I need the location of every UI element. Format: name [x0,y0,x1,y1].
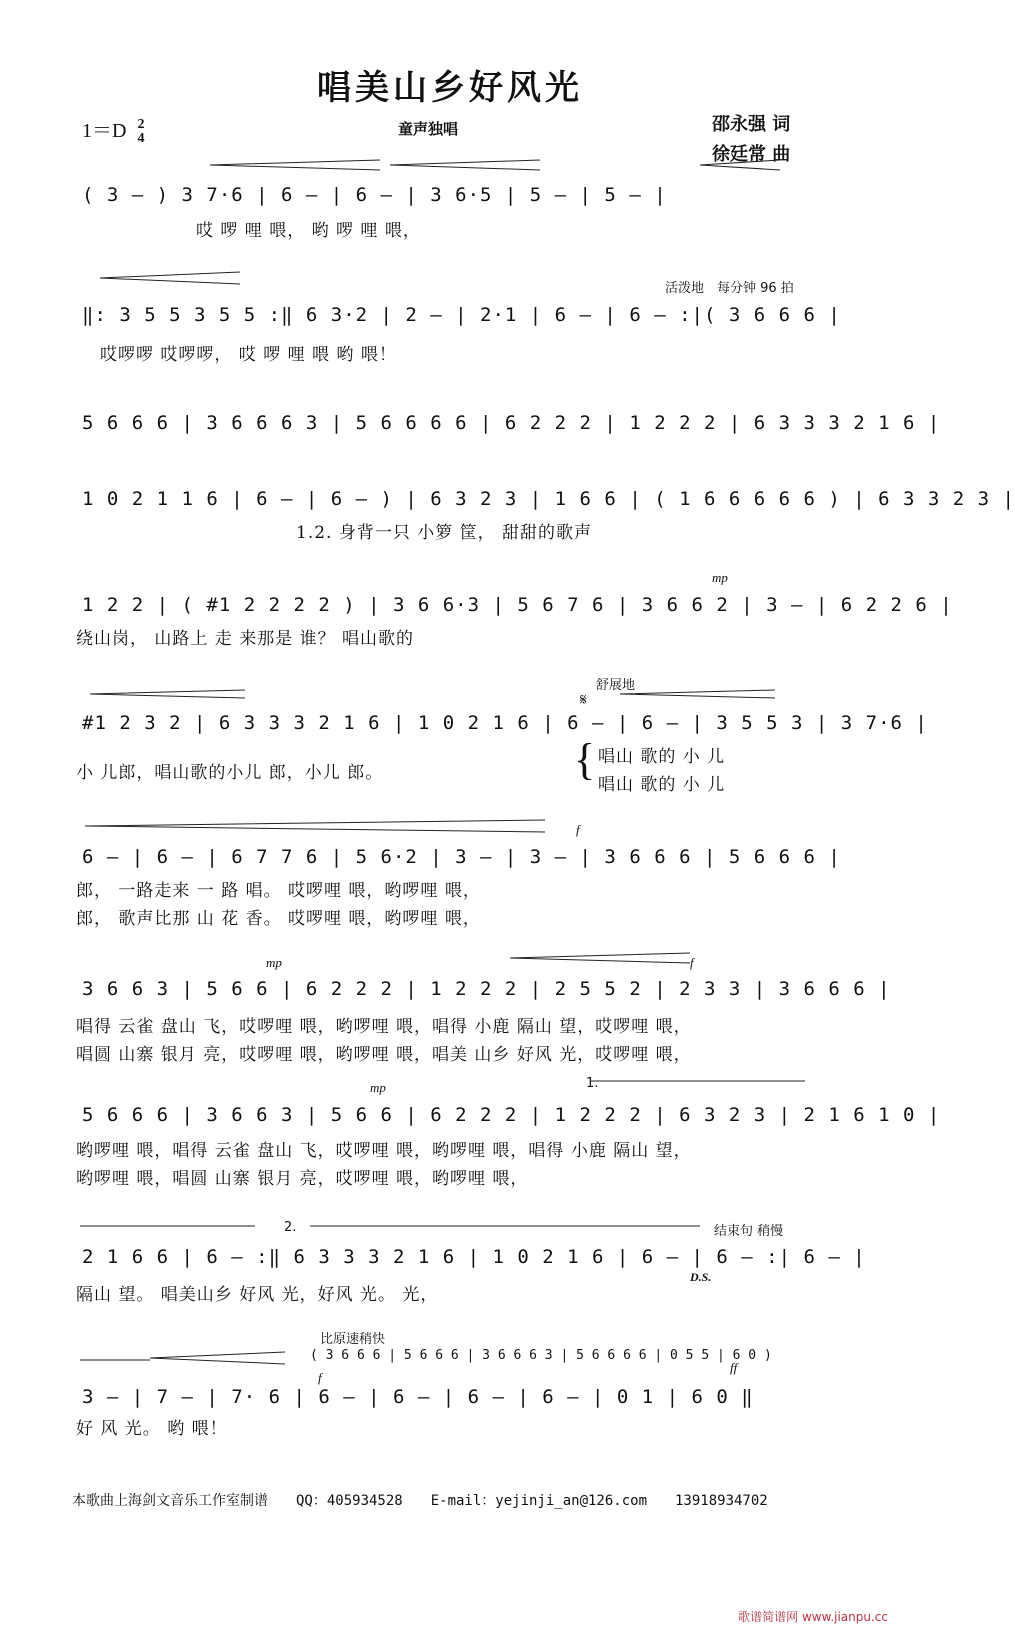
lyric-line: 唱得 云雀 盘山 飞，哎啰哩 喂，哟啰哩 喂，唱得 小鹿 隔山 望，哎啰哩 喂， [76,1017,692,1037]
lyric-line: 哎 啰 哩 喂， 哟 啰 哩 喂， [196,221,421,241]
cue-notes: ( 3 6 6 6 | 5 6 6 6 | 3 6 6 6 3 | 5 6 6 6 6 | 0 5 5 | 6 0 ) [310,1348,772,1363]
verse-brace-icon: { [574,735,596,784]
subtitle: 童声独唱 [398,120,459,138]
lyric-line: 唱圆 山寨 银月 亮，哎啰哩 喂，哟啰哩 喂，唱美 山乡 好风 光，哎啰哩 喂， [76,1045,692,1065]
volta-2-label: 2. [284,1220,297,1235]
staff-notes: 3 – | 7 – | 7· 6 | 6 – | 6 – | 6 – | 6 – | 0 1 | 6 0 ‖ [82,1386,754,1408]
lyric-line: 哟啰哩 喂，唱得 云雀 盘山 飞，哎啰哩 喂，哟啰哩 喂，唱得 小鹿 隔山 望， [76,1141,692,1161]
staff-notes: 3 6 6 3 | 5 6 6 | 6 2 2 2 | 1 2 2 2 | 2 5 5 2 | 2 3 3 | 3 6 6 6 | [82,978,891,1000]
staff-notes: 5 6 6 6 | 3 6 6 3 | 5 6 6 | 6 2 2 2 | 1 2 2 2 | 6 3 2 3 | 2 1 6 1 0 | [82,1104,941,1126]
crescendo-wedge [85,820,545,832]
page-title: 唱美山乡好风光 [317,68,583,108]
dynamic-f: f [576,822,580,837]
lyric-line: 绕山岗， 山路上 走 来那是 谁？ 唱山歌的 [76,629,415,649]
watermark: 歌谱简谱网 www.jianpu.cc [738,1610,888,1624]
dynamic-mp: mp [712,570,728,585]
crescendo-wedge [390,160,540,170]
lyric-line-verse2: 唱山 歌的 小 儿 [598,775,726,795]
notation-staff [78,972,891,1012]
staff-notes: 1 2 2 | ( #1 2 2 2 2 ) | 3 6 6·3 | 5 6 7 6 | 3 6 6 2 | 3 – | 6 2 2 6 | [82,594,953,616]
tempo-faster-marking: 比原速稍快 [320,1332,386,1347]
staff-notes: ‖: 3 5 5 3 5 5 :‖ 6 3·2 | 2 – | 2·1 | 6 – | 6 – :|( 3 6 6 6 | [82,304,841,326]
crescendo-wedge [90,690,245,698]
lyric-line: 哟啰哩 喂，唱圆 山寨 银月 亮，哎啰哩 喂，哟啰哩 喂， [76,1169,529,1189]
crescendo-wedge [510,953,690,963]
dynamic-ff: ff [730,1360,738,1375]
crescendo-wedge [700,160,780,170]
crescendo-wedge [620,690,775,698]
crescendo-wedge [100,272,240,284]
notation-staff [78,588,953,628]
lyric-line: 1.2. 身背一只 小箩 筐， 甜甜的歌声 [296,523,593,543]
staff-notes: 1 0 2 1 1 6 | 6 – | 6 – ) | 6 3 2 3 | 1 6 6 | ( 1 6 6 6 6 6 ) | 6 3 3 2 3 | [82,488,1015,510]
notation-staff [78,178,798,218]
notation-staff [78,482,1015,522]
ending-marking: 结束句 稍慢 [714,1224,784,1239]
time-signature: 2 4 [137,117,145,147]
staff-notes: 6 – | 6 – | 6 7 7 6 | 5 6·2 | 3 – | 3 – | 3 6 6 6 | 5 6 6 6 | [82,846,841,868]
volta-1-label: 1. [586,1076,599,1091]
lyricist: 邵永强 词 [712,114,791,135]
key-label: 1＝D [82,120,127,142]
lyric-line-verse1: 唱山 歌的 小 儿 [598,747,726,767]
notation-staff [78,706,928,746]
segno-icon: 𝄋 [580,690,587,709]
lyric-line: 小 儿郎，唱山歌的小儿 郎，小儿 郎。 [76,763,384,783]
dynamic-f: f [690,955,694,970]
notation-staff [78,1240,866,1280]
footer-credit: 本歌曲上海剑文音乐工作室制谱 QQ：405934528 E-mail：yejinji_an@126.com 13918934702 [72,1493,768,1509]
crescendo-wedge [210,160,380,170]
lyric-line: 哎啰啰 哎啰啰， 哎 啰 哩 喂 哟 喂！ [100,345,397,365]
lyric-line: 隔山 望。 唱美山乡 好风 光，好风 光。 光， [76,1285,439,1305]
notation-staff [78,298,841,338]
composer: 徐廷常 曲 [712,144,791,165]
staff-notes: 5 6 6 6 | 3 6 6 6 3 | 5 6 6 6 6 | 6 2 2 2 | 1 2 2 2 | 6 3 3 3 2 1 6 | [82,412,941,434]
ds-marking: D.S. [690,1270,712,1284]
tempo-marking: 活泼地 每分钟 96 拍 [665,281,794,296]
notation-staff [78,840,841,880]
tempo-marking-expressive: 舒展地 [596,678,636,693]
dynamic-mp: mp [370,1080,386,1095]
staff-notes: ( 3 – ) 3 7·6 | 6 – | 6 – | 3 6·5 | 5 – | 5 – | [82,184,667,206]
crescendo-wedge [150,1352,285,1364]
notation-staff [78,1098,941,1138]
lyric-line: 郎， 一路走来 一 路 唱。 哎啰哩 喂，哟啰哩 喂， [76,881,481,901]
staff-notes: 2 1 6 6 | 6 – :‖ 6 3 3 3 2 1 6 | 1 0 2 1 6 | 6 – | 6 – :| 6 – | [82,1246,866,1268]
dynamic-mp: mp [266,955,282,970]
lyric-line: 好 风 光。 哟 喂！ [76,1419,228,1439]
notation-staff [78,406,941,446]
lyric-line: 郎， 歌声比那 山 花 香。 哎啰哩 喂，哟啰哩 喂， [76,909,481,929]
staff-notes: #1 2 3 2 | 6 3 3 3 2 1 6 | 1 0 2 1 6 | 6 – | 6 – | 3 5 5 3 | 3 7·6 | [82,712,928,734]
dynamic-f: f [318,1370,322,1385]
